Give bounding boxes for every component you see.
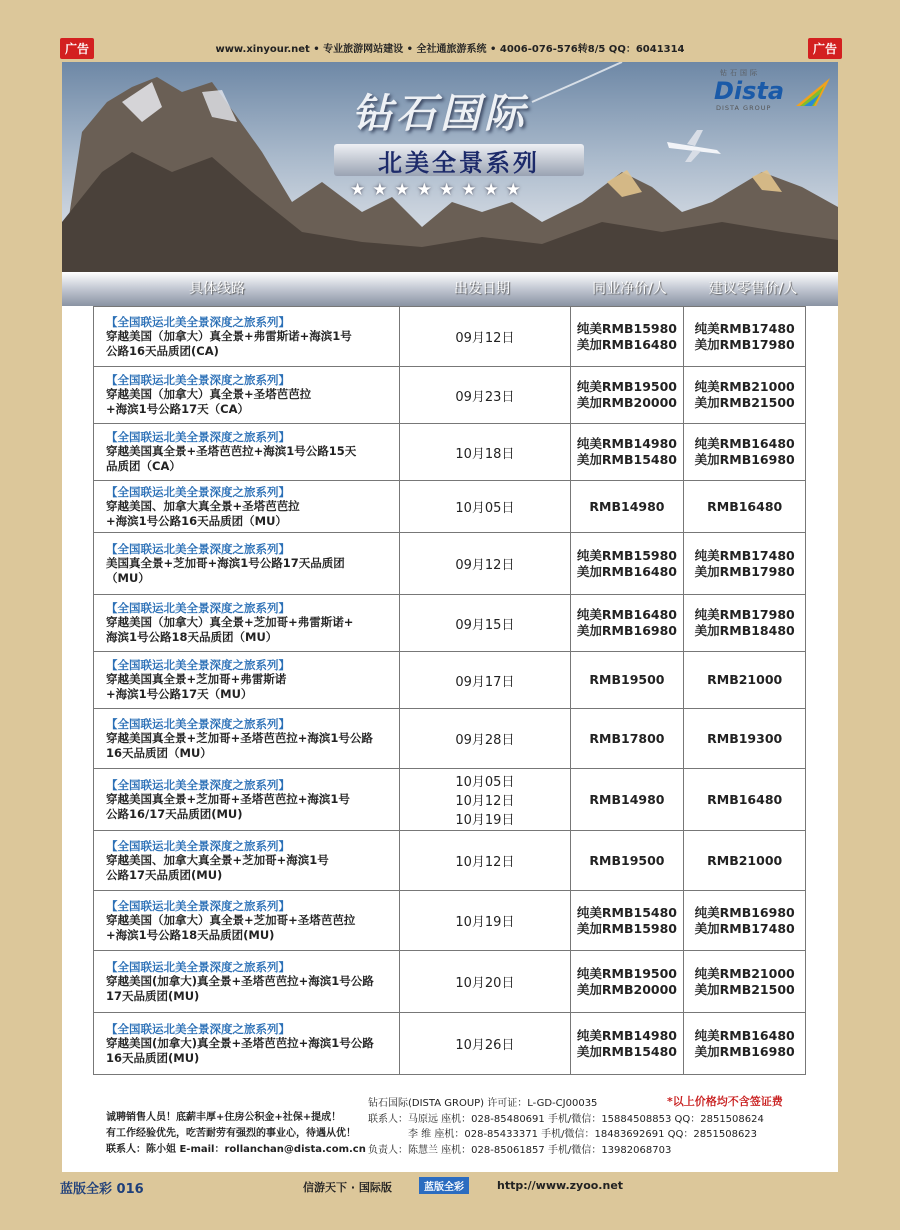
retail-price-cell xyxy=(684,831,806,891)
contact-line-3: 负责人：陈慧兰 座机：028-85061857 手机/微信：13982068703 xyxy=(368,1144,672,1156)
top-bar xyxy=(0,0,900,62)
retail-price-1: 纯美RMB16980 xyxy=(694,904,795,920)
recruitment-info xyxy=(106,1110,366,1158)
route-series: 【全国联运北美全景深度之旅系列】 xyxy=(106,959,290,974)
departure-date-1: 09月17日 xyxy=(455,674,515,690)
net-price-1: 纯美RMB16480 xyxy=(576,607,677,622)
net-price-2: 美加RMB15980 xyxy=(576,920,677,936)
route-name-line-2: 公路17天品质团(MU) xyxy=(106,867,223,882)
ad-page xyxy=(62,62,838,1172)
table-row xyxy=(94,1013,806,1075)
table-row xyxy=(94,709,806,769)
departure-date-1: 10月12日 xyxy=(455,855,515,870)
retail-price-cell xyxy=(684,533,806,595)
retail-price-cell xyxy=(684,367,806,424)
top-info-line: www.xinyour.net • 专业旅游网站建设 • 全社通旅游系统 • 4006-076-576转8/5 QQ：6041314 xyxy=(215,44,685,55)
table-row xyxy=(94,481,806,533)
header-date: 出发日期 xyxy=(454,281,510,297)
net-price-1: 纯美RMB19500 xyxy=(576,965,677,981)
route-name-line-2: （MU） xyxy=(106,570,150,585)
net-price-2: 美加RMB15480 xyxy=(576,452,677,467)
departure-date-cell xyxy=(400,1013,570,1075)
departure-date-cell xyxy=(400,481,570,533)
route-name-line-2: 公路16/17天品质团(MU) xyxy=(106,806,243,821)
retail-price-2: 美加RMB16980 xyxy=(694,452,795,467)
company-license: 钻石国际(DISTA GROUP) 许可证：L-GD-CJ00035 xyxy=(368,1098,598,1109)
routes-table-body xyxy=(94,307,806,1075)
departure-date-cell xyxy=(400,652,570,709)
retail-price-2: 美加RMB21500 xyxy=(694,395,795,410)
retail-price-cell xyxy=(684,424,806,481)
net-price-2: 美加RMB16980 xyxy=(576,623,677,638)
retail-price-2: 美加RMB17980 xyxy=(694,563,795,579)
departure-date-cell xyxy=(400,595,570,652)
route-name-line-1: 穿越美国（加拿大）真全景+芝加哥+弗雷斯诺+ xyxy=(106,615,354,629)
route-name-line-1: 美国真全景+芝加哥+海滨1号公路17天品质团 xyxy=(106,555,345,570)
net-price-cell xyxy=(570,951,684,1013)
departure-date-1: 09月23日 xyxy=(455,389,515,405)
logo-small-text: 钻石国际 xyxy=(720,69,760,77)
table-row xyxy=(94,891,806,951)
retail-price-1: 纯美RMB21000 xyxy=(694,379,795,394)
net-price-1: RMB19500 xyxy=(589,852,665,868)
table-row xyxy=(94,424,806,481)
banner-title: 钻石国际 xyxy=(352,91,528,137)
retail-price-1: 纯美RMB17480 xyxy=(694,547,795,563)
net-price-2: 美加RMB20000 xyxy=(576,981,677,997)
departure-date-cell xyxy=(400,891,570,951)
logo-leaf-icon xyxy=(794,76,834,110)
net-price-cell xyxy=(570,652,684,709)
retail-price-2: 美加RMB21500 xyxy=(694,981,795,997)
route-series: 【全国联运北美全景深度之旅系列】 xyxy=(106,898,290,913)
retail-price-2: 美加RMB18480 xyxy=(694,623,795,638)
route-series: 【全国联运北美全景深度之旅系列】 xyxy=(106,838,290,853)
net-price-1: 纯美RMB14980 xyxy=(576,1027,677,1043)
route-name-line-1: 穿越美国（加拿大）真全景+芝加哥+圣塔芭芭拉 xyxy=(106,912,356,927)
retail-price-1: RMB19300 xyxy=(707,730,783,746)
route-name-line-1: 穿越美国（加拿大）真全景+圣塔芭芭拉 xyxy=(106,387,312,401)
price-note: *以上价格均不含签证费 xyxy=(667,1095,783,1108)
logo-main-text: Dista xyxy=(714,77,785,105)
net-price-cell xyxy=(570,1013,684,1075)
net-price-cell xyxy=(570,595,684,652)
header-route: 具体线路 xyxy=(189,281,245,297)
net-price-cell xyxy=(570,424,684,481)
banner xyxy=(62,62,838,272)
retail-price-1: RMB16480 xyxy=(707,791,783,807)
star-rating: ★★★★★★★★ xyxy=(350,180,528,200)
recruit-line-2: 有工作经验优先，吃苦耐劳有强烈的事业心，待遇从优！ xyxy=(106,1128,356,1139)
net-price-cell xyxy=(570,481,684,533)
route-cell xyxy=(94,595,400,652)
route-cell xyxy=(94,481,400,533)
net-price-cell xyxy=(570,367,684,424)
route-name-line-2: 16天品质团（MU） xyxy=(106,745,212,760)
contact-line-1: 联系人：马原远 座机：028-85480691 手机/微信：15884508853 QQ：2851508624 xyxy=(368,1113,764,1125)
retail-price-1: 纯美RMB21000 xyxy=(694,965,795,981)
retail-price-cell xyxy=(684,307,806,367)
route-name-line-2: 16天品质团(MU) xyxy=(106,1050,200,1065)
slogan: 信游天下 · 国际版 xyxy=(303,1181,392,1194)
departure-date-cell xyxy=(400,367,570,424)
route-name-line-1: 穿越美国(加拿大)真全景+圣塔芭芭拉+海滨1号公路 xyxy=(106,973,374,988)
routes-table xyxy=(93,306,806,1075)
departure-date-cell xyxy=(400,951,570,1013)
route-cell xyxy=(94,307,400,367)
route-cell xyxy=(94,831,400,891)
retail-price-1: RMB16480 xyxy=(707,498,783,514)
route-cell xyxy=(94,709,400,769)
net-price-cell xyxy=(570,709,684,769)
route-name-line-2: 公路16天品质团(CA) xyxy=(106,343,219,358)
net-price-1: RMB14980 xyxy=(589,498,665,514)
banner-subtitle-box xyxy=(334,144,584,176)
net-price-cell xyxy=(570,307,684,367)
route-name-line-1: 穿越美国、加拿大真全景+圣塔芭芭拉 xyxy=(106,498,300,513)
ad-tag-left: 广告 xyxy=(60,38,94,59)
net-price-1: RMB14980 xyxy=(589,791,665,807)
departure-date-cell xyxy=(400,533,570,595)
route-cell xyxy=(94,891,400,951)
table-row xyxy=(94,769,806,831)
route-series: 【全国联运北美全景深度之旅系列】 xyxy=(106,430,290,444)
retail-price-2: 美加RMB16980 xyxy=(694,1043,795,1059)
route-series: 【全国联运北美全景深度之旅系列】 xyxy=(106,716,290,731)
net-price-2: 美加RMB15480 xyxy=(576,1043,677,1059)
table-row xyxy=(94,367,806,424)
departure-date-cell xyxy=(400,831,570,891)
company-contact xyxy=(368,1096,764,1158)
net-price-cell xyxy=(570,533,684,595)
net-price-1: RMB17800 xyxy=(589,730,665,746)
table-row xyxy=(94,951,806,1013)
route-cell xyxy=(94,367,400,424)
retail-price-cell xyxy=(684,652,806,709)
departure-date-1: 09月15日 xyxy=(455,617,515,633)
route-series: 【全国联运北美全景深度之旅系列】 xyxy=(106,484,290,499)
retail-price-1: RMB21000 xyxy=(707,672,783,687)
retail-price-cell xyxy=(684,595,806,652)
route-name-line-1: 穿越美国真全景+芝加哥+圣塔芭芭拉+海滨1号 xyxy=(106,791,350,806)
departure-date-1: 10月26日 xyxy=(455,1038,515,1053)
departure-date-cell xyxy=(400,424,570,481)
retail-price-2: 美加RMB17480 xyxy=(694,920,795,936)
route-series: 【全国联运北美全景深度之旅系列】 xyxy=(106,777,290,792)
route-cell xyxy=(94,424,400,481)
departure-date-1: 09月12日 xyxy=(455,331,515,346)
airplane-icon xyxy=(667,130,721,162)
route-series: 【全国联运北美全景深度之旅系列】 xyxy=(106,1021,290,1036)
route-name-line-2: 17天品质团(MU) xyxy=(106,988,200,1003)
route-cell xyxy=(94,652,400,709)
retail-price-cell xyxy=(684,1013,806,1075)
net-price-1: 纯美RMB15480 xyxy=(576,904,677,920)
departure-date-1: 10月05日 xyxy=(455,501,515,516)
net-price-1: 纯美RMB15980 xyxy=(576,320,677,336)
header-retail-price: 建议零售价/人 xyxy=(708,281,798,297)
brand-logo xyxy=(702,68,832,112)
retail-price-1: 纯美RMB16480 xyxy=(694,436,795,451)
net-price-2: 美加RMB16480 xyxy=(576,336,677,352)
departure-date-1: 10月19日 xyxy=(455,915,515,930)
departure-date-2: 10月12日 xyxy=(455,794,515,809)
table-row xyxy=(94,831,806,891)
route-series: 【全国联运北美全景深度之旅系列】 xyxy=(106,601,290,615)
recruit-line-1: 诚聘销售人员！底薪丰厚+住房公积金+社保+提成！ xyxy=(106,1112,342,1123)
retail-price-1: 纯美RMB17980 xyxy=(694,607,795,622)
departure-date-cell xyxy=(400,709,570,769)
route-name-line-2: 海滨1号公路18天品质团（MU） xyxy=(106,630,278,644)
route-name-line-1: 穿越美国真全景+圣塔芭芭拉+海滨1号公路15天 xyxy=(106,444,357,458)
departure-date-cell xyxy=(400,769,570,831)
departure-date-1: 09月28日 xyxy=(455,733,515,748)
route-series: 【全国联运北美全景深度之旅系列】 xyxy=(106,314,290,329)
departure-date-cell xyxy=(400,307,570,367)
header-net-price: 同业净价/人 xyxy=(592,281,667,297)
route-name-line-1: 穿越美国真全景+芝加哥+弗雷斯诺 xyxy=(106,672,287,686)
route-name-line-1: 穿越美国(加拿大)真全景+圣塔芭芭拉+海滨1号公路 xyxy=(106,1035,374,1050)
route-series: 【全国联运北美全景深度之旅系列】 xyxy=(106,541,290,556)
contact-line-2: 李 维 座机：028-85433371 手机/微信：18483692691 QQ：2851508623 xyxy=(368,1129,758,1140)
net-price-2: 美加RMB16480 xyxy=(576,563,677,579)
route-cell xyxy=(94,951,400,1013)
table-row xyxy=(94,533,806,595)
net-price-cell xyxy=(570,831,684,891)
table-row xyxy=(94,652,806,709)
retail-price-1: 纯美RMB16480 xyxy=(694,1027,795,1043)
table-row xyxy=(94,595,806,652)
departure-date-1: 10月18日 xyxy=(455,446,515,462)
page-label: 蓝版全彩 016 xyxy=(60,1182,144,1197)
net-price-cell xyxy=(570,891,684,951)
route-name-line-2: +海滨1号公路16天品质团（MU） xyxy=(106,513,287,528)
departure-date-1: 10月05日 xyxy=(455,775,515,790)
banner-subtitle: 北美全景系列 xyxy=(378,148,540,177)
net-price-cell xyxy=(570,769,684,831)
net-price-1: 纯美RMB19500 xyxy=(576,379,677,394)
retail-price-1: 纯美RMB17480 xyxy=(694,320,795,336)
departure-date-1: 09月12日 xyxy=(455,558,515,573)
route-cell xyxy=(94,533,400,595)
logo-group-text: DISTA GROUP xyxy=(716,104,772,112)
recruit-contact: 联系人：陈小姐 E-mail：rollanchan@dista.com.cn xyxy=(106,1144,366,1155)
retail-price-cell xyxy=(684,891,806,951)
retail-price-cell xyxy=(684,709,806,769)
route-name-line-2: 品质团（CA） xyxy=(106,459,181,473)
route-name-line-2: +海滨1号公路17天（CA） xyxy=(106,402,249,416)
route-name-line-1: 穿越美国、加拿大真全景+芝加哥+海滨1号 xyxy=(106,852,329,867)
net-price-1: 纯美RMB15980 xyxy=(576,547,677,563)
route-name-line-2: +海滨1号公路18天品质团(MU) xyxy=(106,927,275,942)
route-cell xyxy=(94,1013,400,1075)
route-name-line-1: 穿越美国（加拿大）真全景+弗雷斯诺+海滨1号 xyxy=(106,328,352,343)
route-cell xyxy=(94,769,400,831)
net-price-1: RMB19500 xyxy=(589,672,665,687)
route-series: 【全国联运北美全景深度之旅系列】 xyxy=(106,658,290,672)
table-header-bar xyxy=(62,272,838,306)
retail-price-1: RMB21000 xyxy=(707,852,783,868)
net-price-2: 美加RMB20000 xyxy=(576,395,677,410)
site-url[interactable]: http://www.zyoo.net xyxy=(497,1179,624,1192)
edition-badge: 蓝版全彩 xyxy=(419,1177,469,1194)
route-name-line-1: 穿越美国真全景+芝加哥+圣塔芭芭拉+海滨1号公路 xyxy=(106,730,373,745)
ad-tag-right: 广告 xyxy=(808,38,842,59)
departure-date-1: 10月20日 xyxy=(455,976,515,991)
table-row xyxy=(94,307,806,367)
departure-date-3: 10月19日 xyxy=(455,813,515,828)
route-series: 【全国联运北美全景深度之旅系列】 xyxy=(106,373,290,387)
retail-price-2: 美加RMB17980 xyxy=(694,336,795,352)
net-price-1: 纯美RMB14980 xyxy=(576,436,677,451)
retail-price-cell xyxy=(684,951,806,1013)
route-name-line-2: +海滨1号公路17天（MU） xyxy=(106,687,253,701)
retail-price-cell xyxy=(684,769,806,831)
retail-price-cell xyxy=(684,481,806,533)
